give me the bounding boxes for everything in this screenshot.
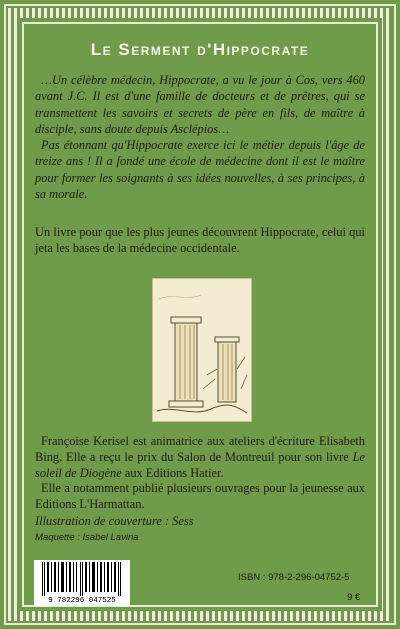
- book-reference: Le soleil de Diogène: [35, 449, 365, 480]
- excerpt-paragraph-2: Pas étonnant qu'Hippocrate exerce ici le métier depuis l'âge de treize ans ! Il a fondé une école de médecine dont il est le maître pour former les soignants à ses idées nouvelles, à ses principes, à sa morale.: [35, 138, 365, 202]
- excerpt-paragraph-1: …Un célèbre médecin, Hippocrate, a vu le jour à Cos, vers 460 avant J.C. Il est d'une famille de docteurs et de prêtres, qui se transmettent les savoirs et secrets de père en fils, de maître à disciple, sans doute depuis Asclépios…: [35, 73, 365, 136]
- column-illustration: [152, 278, 252, 422]
- excerpt: [35, 72, 365, 202]
- barcode-number: 9 782296 047525: [48, 597, 116, 605]
- illustration-credit: Illustration de couverture : Sess: [35, 514, 194, 528]
- book-title: Le Serment d'Hippocrate: [90, 40, 310, 59]
- author-text-start: Françoise Kerisel est animatrice aux ateliers d'écriture Elisabeth Bing. Elle a reçu le prix du Salon de Montreuil pour son livre: [35, 434, 365, 464]
- author-bio: [35, 434, 365, 513]
- barcode-icon: [42, 562, 122, 596]
- price: 9 €: [347, 592, 361, 603]
- isbn: ISBN : 978-2-296-04752-5: [238, 572, 350, 583]
- author-paragraph-2: Elle a notamment publié plusieurs ouvrages pour la jeunesse aux Editions L'Harmattan.: [35, 481, 365, 512]
- column-sketch-icon: [153, 279, 251, 421]
- layout-credit: Maquette : Isabel Lavina: [35, 532, 139, 543]
- barcode: [34, 560, 130, 606]
- intro-text: Un livre pour que les plus jeunes découvrent Hippocrate, celui qui jeta les bases de la médecine occidentale.: [35, 225, 365, 256]
- author-text-end: aux Editions Hatier.: [121, 465, 224, 480]
- author-paragraph-1: [35, 434, 365, 481]
